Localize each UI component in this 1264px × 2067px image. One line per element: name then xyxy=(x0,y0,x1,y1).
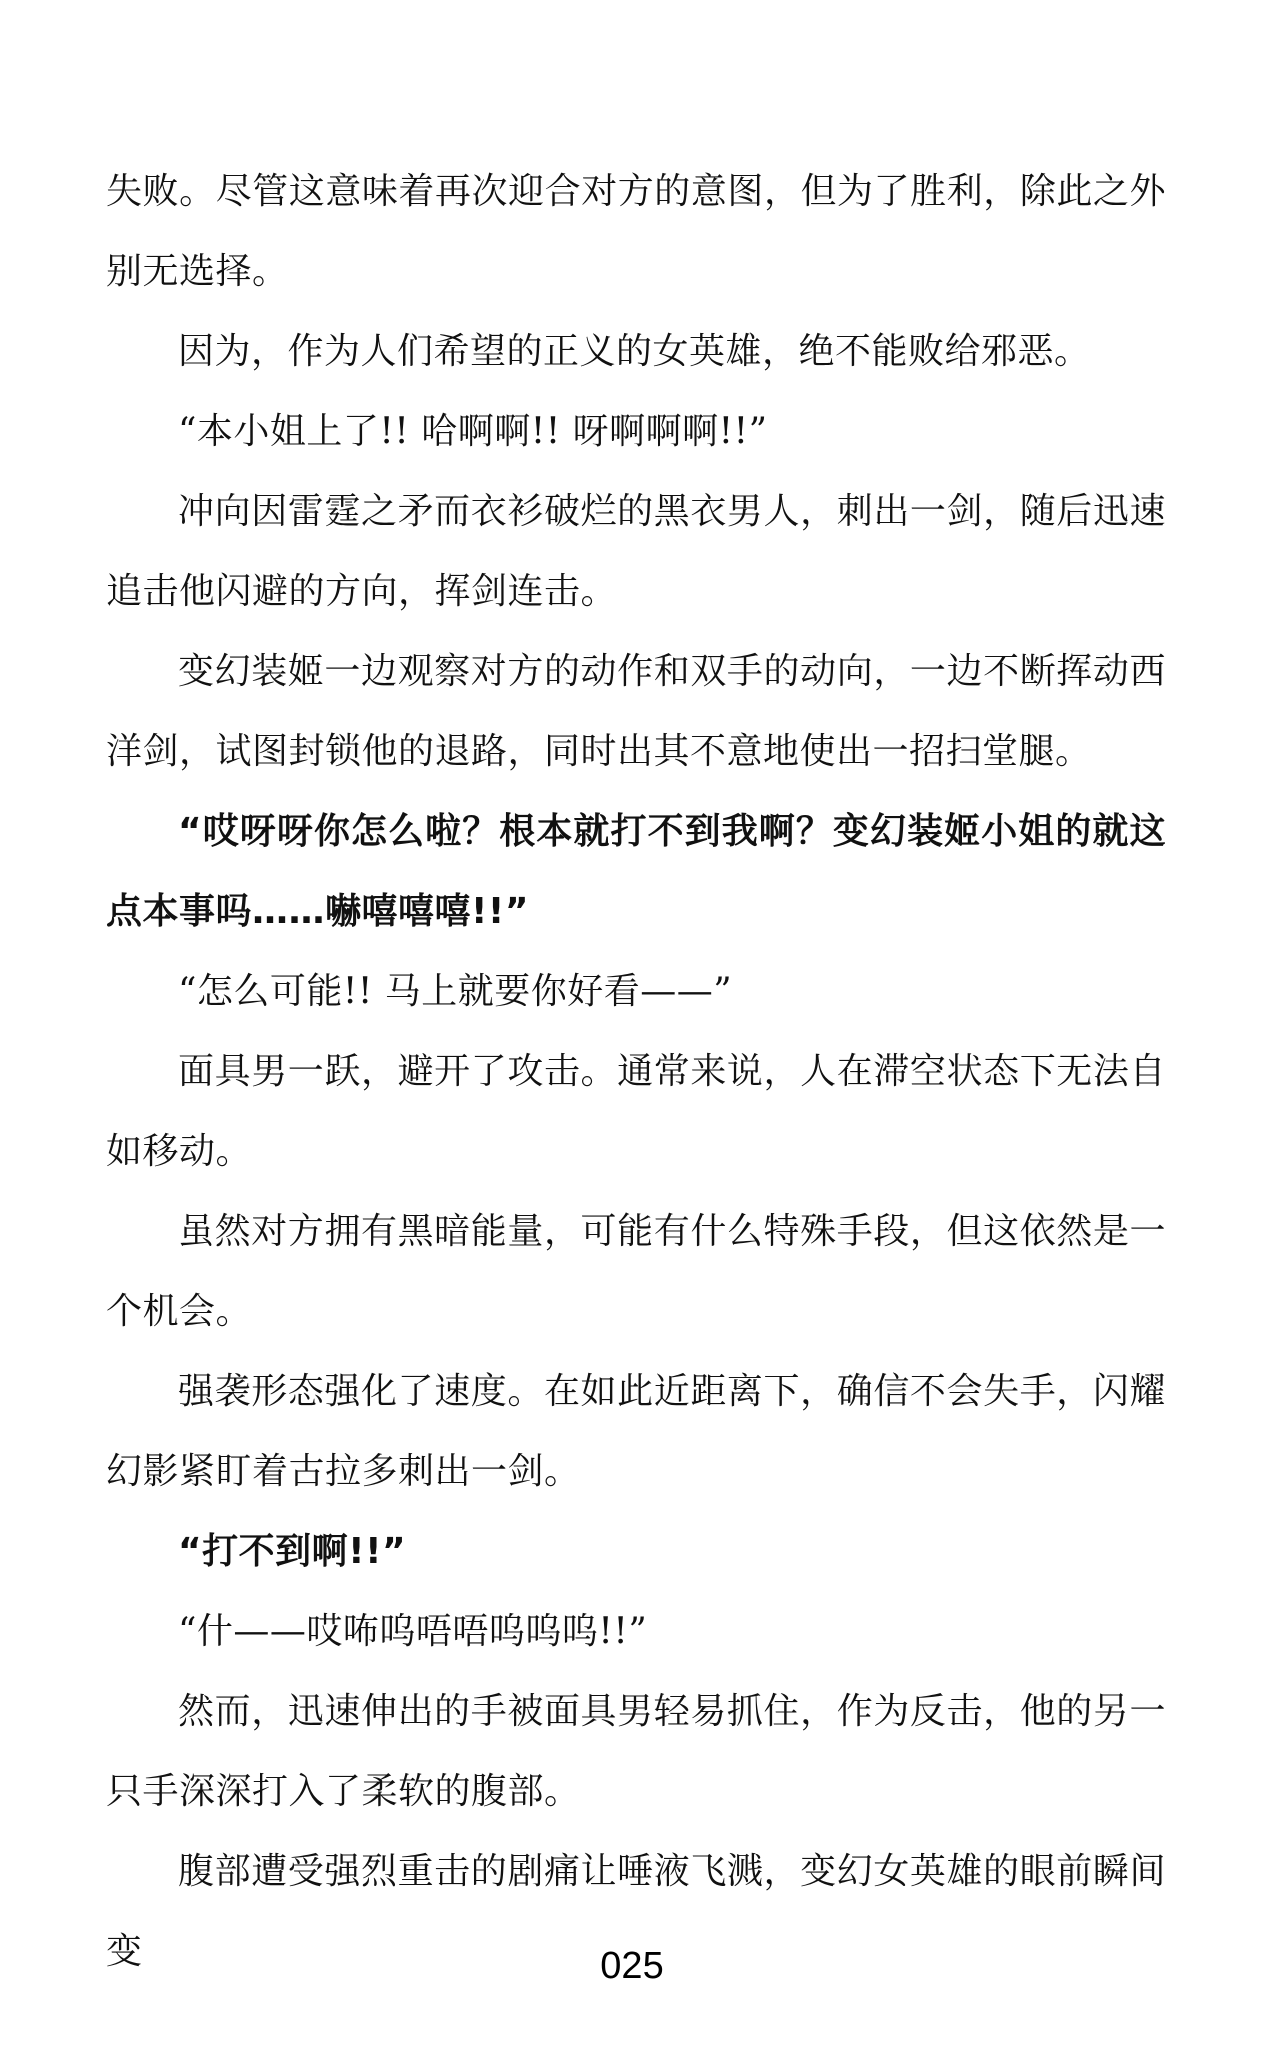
dialogue-line: “怎么可能!! 马上就要你好看——” xyxy=(178,971,733,1012)
paragraph: 虽然对方拥有黑暗能量，可能有什么特殊手段，但这依然是一个机会。 xyxy=(106,1211,1166,1332)
paragraph: 因为，作为人们希望的正义的女英雄，绝不能败给邪恶。 xyxy=(178,331,1091,372)
paragraph: 然而，迅速伸出的手被面具男轻易抓住，作为反击，他的另一只手深深打入了柔软的腹部。 xyxy=(106,1691,1166,1812)
dialogue-line-bold: “哎呀呀你怎么啦？根本就打不到我啊？变幻装姬小姐的就这点本事吗……嚇嘻嘻嘻!!” xyxy=(106,811,1166,932)
body-text xyxy=(106,152,1166,1992)
paragraph: 失败。尽管这意味着再次迎合对方的意图，但为了胜利，除此之外别无选择。 xyxy=(106,171,1166,292)
dialogue-line: “什——哎咘呜唔唔呜呜呜!!” xyxy=(178,1611,648,1652)
dialogue-line-bold: “打不到啊!!” xyxy=(178,1531,407,1572)
paragraph: 变幻装姬一边观察对方的动作和双手的动向，一边不断挥动西洋剑，试图封锁他的退路，同时出其不意地使出一招扫堂腿。 xyxy=(106,651,1166,772)
paragraph: 面具男一跃，避开了攻击。通常来说，人在滞空状态下无法自如移动。 xyxy=(106,1051,1166,1172)
paragraph: 腹部遭受强烈重击的剧痛让唾液飞溅，变幻女英雄的眼前瞬间变 xyxy=(106,1851,1166,1972)
dialogue-line: “本小姐上了!! 哈啊啊!! 呀啊啊啊!!” xyxy=(178,411,768,452)
paragraph: 冲向因雷霆之矛而衣衫破烂的黑衣男人，刺出一剑，随后迅速追击他闪避的方向，挥剑连击。 xyxy=(106,491,1166,612)
paragraph: 强袭形态强化了速度。在如此近距离下，确信不会失手，闪耀幻影紧盯着古拉多刺出一剑。 xyxy=(106,1371,1166,1492)
page-number: 025 xyxy=(600,1945,664,1987)
